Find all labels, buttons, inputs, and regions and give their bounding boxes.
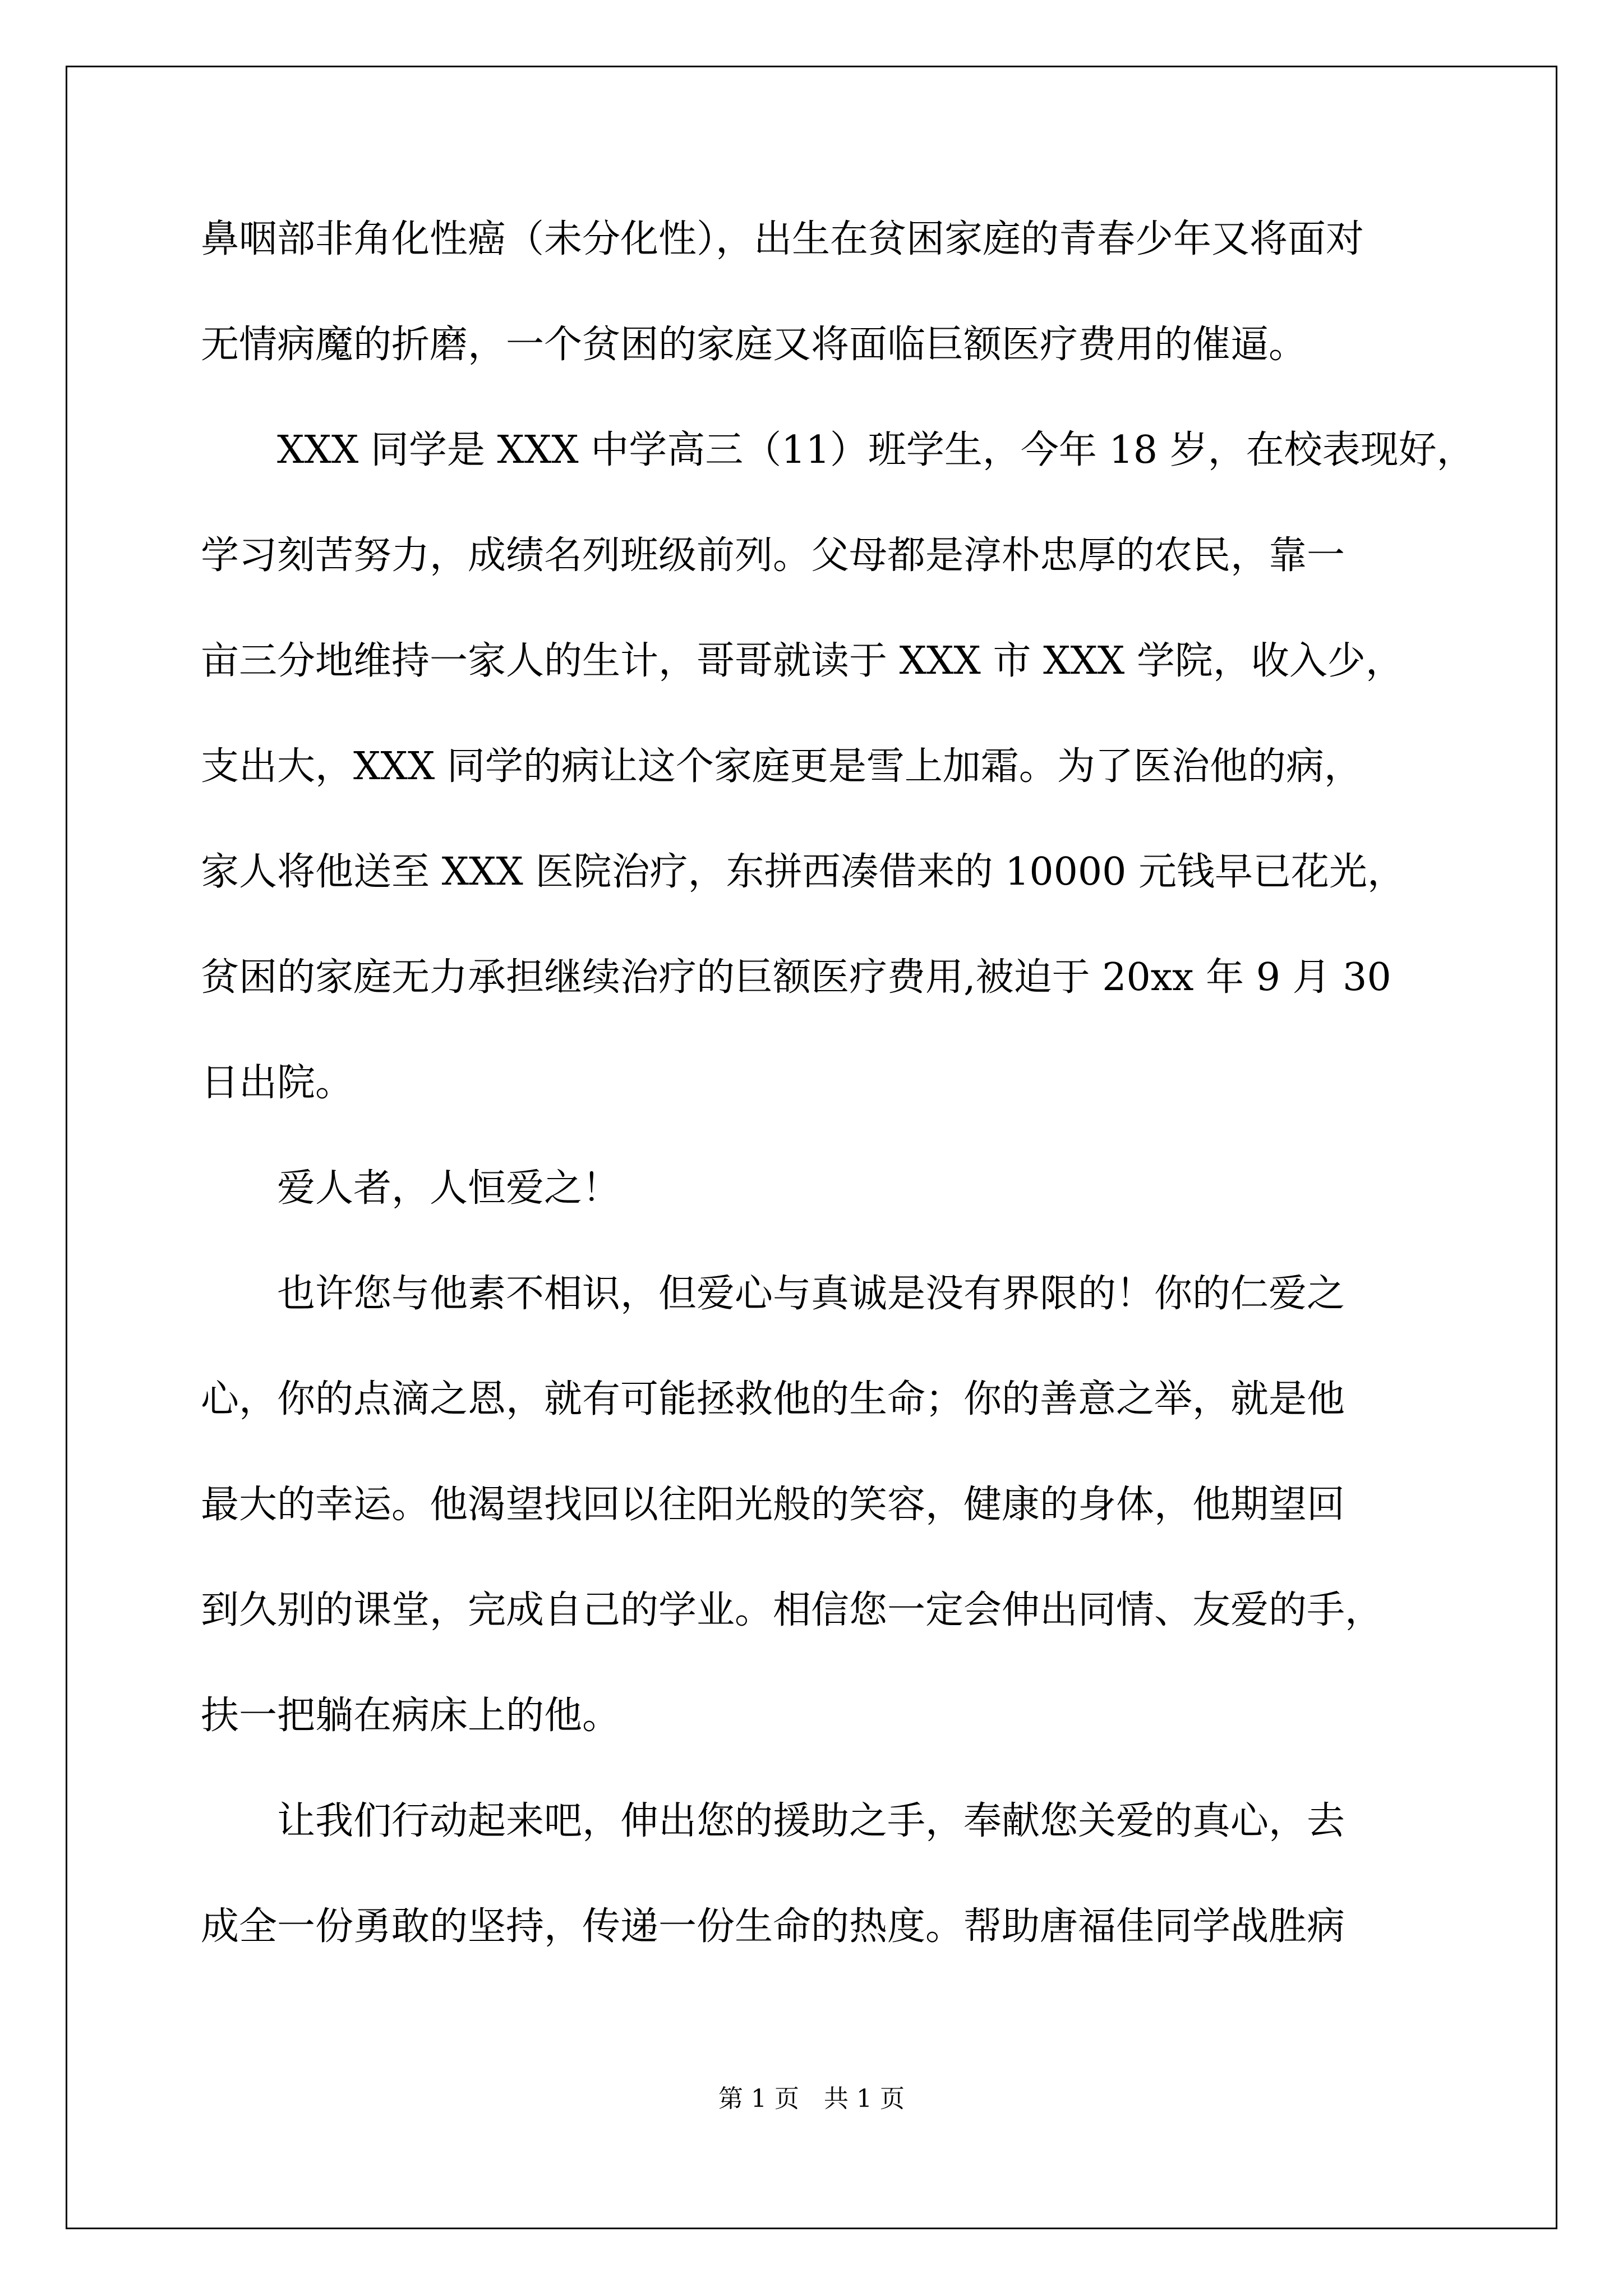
text-line: 贫困的家庭无力承担继续治疗的巨额医疗费用,被迫于 20xx 年 9 月 30 [201, 955, 1391, 1000]
text-line: 支出大，XXX 同学的病让这个家庭更是雪上加霜。为了医治他的病， [201, 744, 1362, 789]
text-line: 扶一把躺在病床上的他。 [201, 1694, 621, 1738]
text-line: 无情病魔的折磨，一个贫困的家庭又将面临巨额医疗费用的催逼。 [201, 323, 1307, 367]
text-line: 鼻咽部非角化性癌（未分化性），出生在贫困家庭的青春少年又将面对 [201, 217, 1364, 261]
text-line: 最大的幸运。他渴望找回以往阳光般的笑容，健康的身体，他期望回 [201, 1483, 1345, 1527]
text-line: 家人将他送至 XXX 医院治疗，东拼西凑借来的 10000 元钱早已花光， [201, 850, 1406, 894]
text-line: 日出院。 [201, 1061, 354, 1105]
page-number-footer: 第 1 页 共 1 页 [718, 2085, 905, 2113]
text-line: 心，你的点滴之恩，就有可能拯救他的生命；你的善意之举，就是他 [201, 1377, 1345, 1421]
text-line: 爱人者，人恒爱之！ [201, 1166, 621, 1211]
document-body [201, 217, 1475, 2013]
text-line: 让我们行动起来吧，伸出您的援助之手，奉献您关爱的真心，去 [201, 1799, 1345, 1843]
text-line: 亩三分地维持一家人的生计，哥哥就读于 XXX 市 XXX 学院，收入少， [201, 639, 1404, 683]
text-line: 学习刻苦努力，成绩名列班级前列。父母都是淳朴忠厚的农民，靠一 [201, 533, 1345, 578]
text-line: XXX 同学是 XXX 中学高三（11）班学生，今年 18 岁，在校表现好， [201, 428, 1475, 472]
text-line: 到久别的课堂，完成自己的学业。相信您一定会伸出同情、友爱的手， [201, 1588, 1384, 1632]
text-line: 也许您与他素不相识，但爱心与真诚是没有界限的！你的仁爱之 [201, 1272, 1345, 1316]
text-line: 成全一份勇敢的坚持，传递一份生命的热度。帮助唐福佳同学战胜病 [201, 1904, 1345, 1949]
